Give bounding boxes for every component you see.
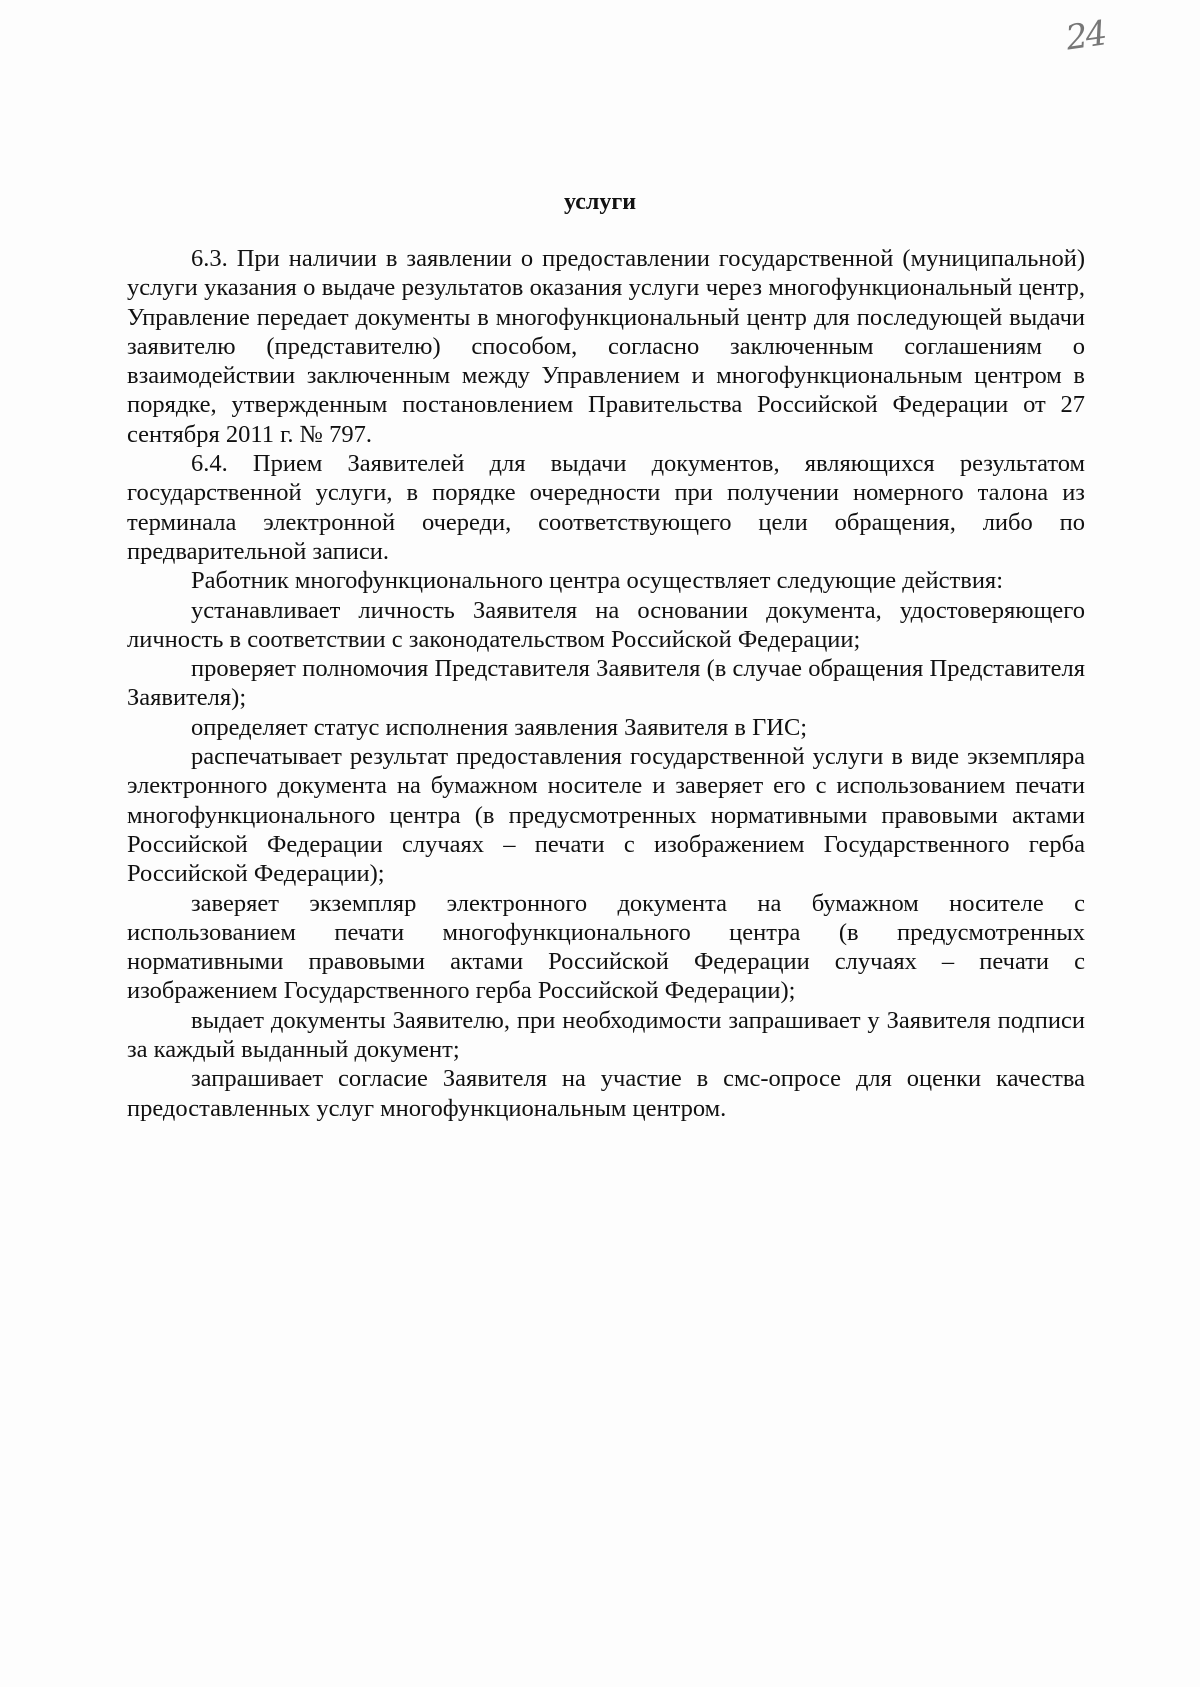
section-heading: услуги [563,189,637,215]
paragraph-6-4: 6.4. Прием Заявителей для выдачи документов, являющихся результатом государственной услуги, в порядке очередности при получении номерного талона из терминала электронной очереди, соответствующего цели обращения, либо по предварительной записи. [127,450,1085,565]
paragraph-sms-survey: запрашивает согласие Заявителя на участие в смс-опросе для оценки качества предоставленных услуг многофункциональным центром. [127,1065,1085,1122]
paragraph-certify-copy: заверяет экземпляр электронного документа на бумажном носителе с использованием печати многофункционального центра (в предусмотренных нормативными правовыми актами Российской Федерации случаях – печати с изображением Государственного герба Российской Федерации); [127,889,1085,1005]
paragraph-issue-documents: выдает документы Заявителю, при необходимости запрашивает у Заявителя подписи за каждый выданный документ; [127,1006,1085,1064]
paragraph-print-result: распечатывает результат предоставления государственной услуги в виде экземпляра электронного документа на бумажном носителе и заверяет его с использованием печати многофункционального центра (в предусмотренных нормативными правовыми актами Российской Федерации случаях – печати с изображением Государственного герба Российской Федерации); [127,743,1085,888]
paragraph-6-3: 6.3. При наличии в заявлении о предоставлении государственной (муниципальной) услуги указания о выдаче результатов оказания услуги через многофункциональный центр, Управление передает документы в многофункциональный центр для последующей выдачи заявителю (представителю) способом, согласно заключенным соглашениям о взаимодействии заключенным между Управлением и многофункциональным центром в порядке, утвержденным постановлением Правительства Российской Федерации от 27 сентября 2011 г. № 797. [127,245,1085,448]
paragraph-status-check: определяет статус исполнения заявления Заявителя в ГИС; [191,713,808,741]
paragraph-authority-check: проверяет полномочия Представителя Заявителя (в случае обращения Представителя Заявителя); [127,655,1085,712]
document-body [127,244,1085,1123]
page-number: 24 [1063,13,1108,59]
paragraph-actions-intro: Работник многофункционального центра осуществляет следующие действия: [191,567,1004,595]
paragraph-identity-check: устанавливает личность Заявителя на основании документа, удостоверяющего личность в соответствии с законодательством Российской Федерации; [127,596,1085,653]
